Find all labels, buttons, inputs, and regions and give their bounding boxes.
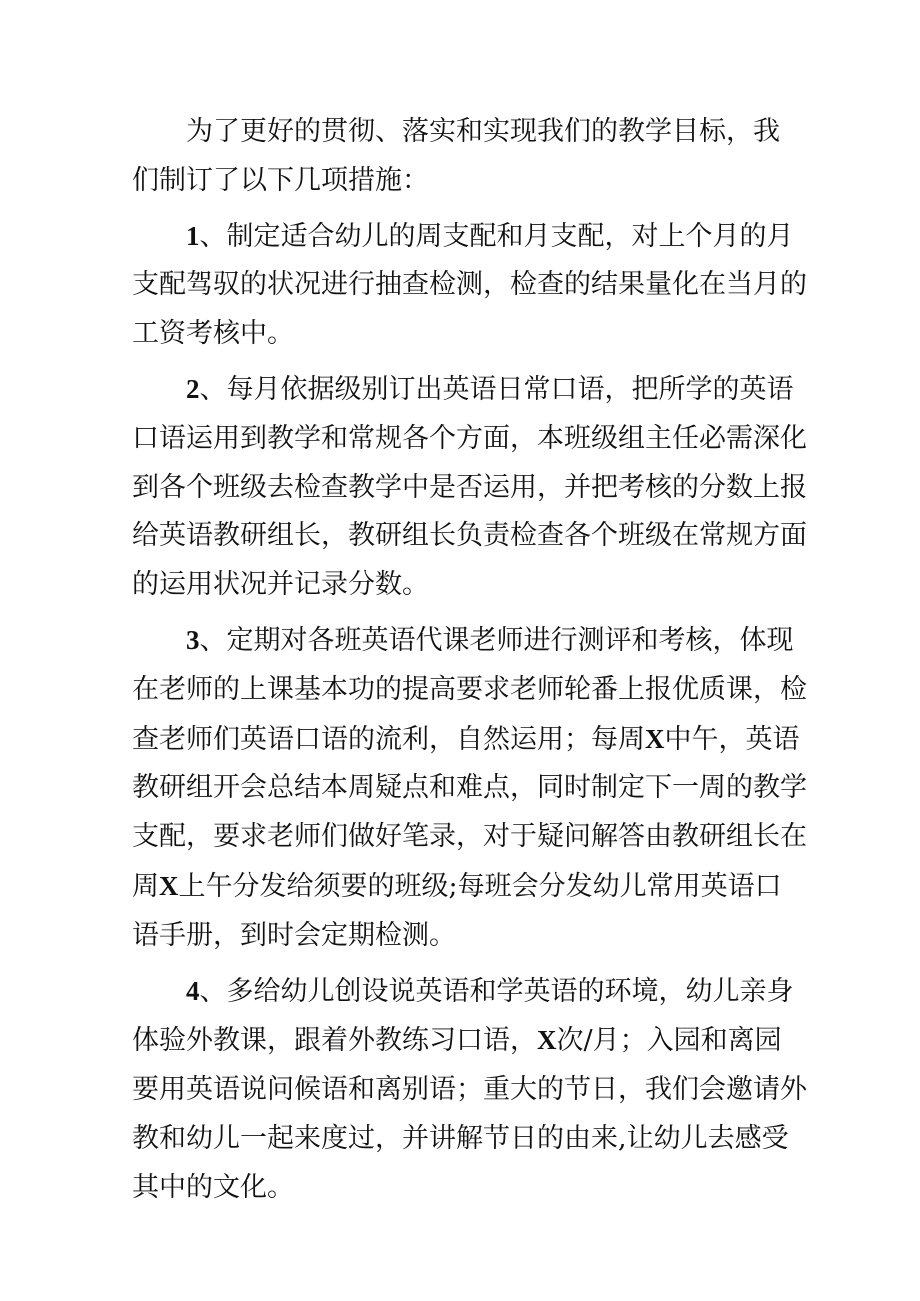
item-text: 、定期对各班英语代课老师进行测评和考核，体现 bbox=[199, 624, 794, 656]
intro-line: 为了更好的贯彻、落实和实现我们的教学目标，我 bbox=[186, 116, 780, 147]
item-line: 到各个班级去检查教学中是否运用，并把考核的分数上报 bbox=[132, 471, 807, 503]
measure-item-4 bbox=[132, 967, 807, 1213]
item-line bbox=[132, 365, 792, 415]
item-line bbox=[132, 1016, 792, 1066]
item-line: 的运用状况并记录分数。 bbox=[132, 569, 429, 601]
item-line: 支配驾驭的状况进行抽查检测，检查的结果量化在当月的 bbox=[132, 269, 807, 301]
placeholder-x: X bbox=[159, 870, 179, 901]
item-line: 其中的文化。 bbox=[132, 1171, 294, 1203]
document-body bbox=[132, 108, 807, 1213]
item-line: 教研组开会总结本周疑点和难点，同时制定下一周的教学 bbox=[132, 772, 807, 804]
item-text: 上午分发给须要的班级;每班会分发幼儿常用英语口 bbox=[178, 870, 782, 902]
item-line: 口语运用到教学和常规各个方面，本班级组主任必需深化 bbox=[132, 422, 807, 454]
measure-item-1 bbox=[132, 212, 807, 359]
item-line: 给英语教研组长，教研组长负责检查各个班级在常规方面 bbox=[132, 520, 807, 552]
item-line bbox=[132, 715, 800, 765]
measure-item-2 bbox=[132, 365, 807, 610]
item-line bbox=[132, 967, 792, 1017]
item-text: 查老师们英语口语的流利，自然运用；每周 bbox=[132, 723, 645, 755]
item-text: 体验外教课，跟着外教练习口语， bbox=[132, 1025, 537, 1057]
item-text: 中午，英语 bbox=[664, 723, 800, 755]
item-number: 1 bbox=[186, 220, 200, 251]
item-number: 3 bbox=[186, 624, 200, 655]
item-text: 次/月；入园和离园 bbox=[556, 1025, 782, 1057]
item-line: 在老师的上课基本功的提高要求老师轮番上报优质课，检 bbox=[132, 673, 807, 705]
item-line: 支配，要求老师们做好笔录，对于疑问解答由教研组长在 bbox=[132, 821, 807, 853]
intro-paragraph bbox=[132, 108, 792, 206]
item-number: 4 bbox=[186, 975, 200, 1006]
item-line bbox=[132, 862, 792, 912]
item-number: 2 bbox=[186, 373, 200, 404]
item-text: 、多给幼儿创设说英语和学英语的环境，幼儿亲身 bbox=[199, 975, 794, 1007]
item-line: 教和幼儿一起来度过，并讲解节日的由来,让幼儿去感受 bbox=[132, 1122, 789, 1154]
placeholder-x: X bbox=[645, 723, 665, 754]
item-line bbox=[132, 212, 792, 262]
item-text: 周 bbox=[132, 870, 159, 902]
item-text: 、每月依据级别订出英语日常口语，把所学的英语 bbox=[199, 373, 794, 405]
item-line bbox=[132, 616, 792, 666]
item-line: 要用英语说问候语和离别语；重大的节日，我们会邀请外 bbox=[132, 1074, 807, 1106]
measure-item-3 bbox=[132, 616, 807, 961]
item-text: 、制定适合幼儿的周支配和月支配，对上个月的月 bbox=[199, 220, 794, 252]
intro-line: 们制订了以下几项措施： bbox=[132, 164, 429, 196]
item-line: 语手册，到时会定期检测。 bbox=[132, 919, 456, 951]
item-line: 工资考核中。 bbox=[132, 318, 294, 350]
placeholder-x: X bbox=[537, 1025, 557, 1056]
